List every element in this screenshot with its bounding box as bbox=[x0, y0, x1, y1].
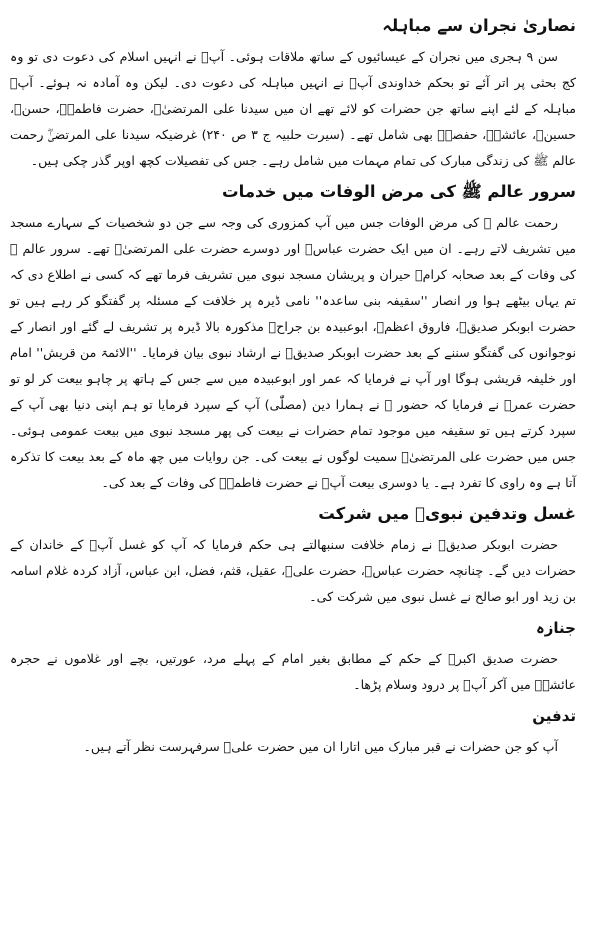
paragraph: رحمت عالم ﷺ کی مرض الوفات جس میں آپ کمزوری کی وجہ سے جن دو شخصیات کے سہارے مسجد میں تشریف لاتے رہے۔ ان میں ایک حضرت عباسؓ اور دوسرے حضرت علی المرتضیٰؓ تھے۔ سرور عالم ﷺ کی وفات کے بعد صحابہ کرامؓ حیران و پریشان مسجد نبوی میں تشریف فرما تھے کہ کسی نے اطلاع دی کہ تم یہاں بیٹھے ہوا ور انصار ''سقیفہ بنی ساعدہ'' نامی ڈیرہ پر خلافت کے مسئلہ پر گفتگو کر رہے ہیں تو حضرت ابوبکر صدیقؓ، فاروق اعظمؓ، ابوعبیدہ بن جراحؓ مذکورہ بالا ڈیرہ پر تشریف لے گئے اور انصار کے نوجوانوں کی گفتگو سننے کے بعد حضرت ابوبکر صدیقؓ نے ارشاد نبوی بیان فرمایا۔ ''الائمۃ من قریش'' امام اور خلیفہ قریشی ہوگا اور آپ نے فرمایا کہ عمر اور ابوعبیدہ میں سے جس کے ہاتھ پر چاہو بیعت کر لو تو حضرت عمرؓ نے فرمایا کہ حضور ﷺ نے ہمارا دین (مصلّٰی) آپ کے سپرد فرمایا تو ہم اپنی دنیا بھی آپ کے سپرد کرتے ہیں تو سقیفہ میں موجود تمام حضرات نے بیعت کی پھر مسجد نبوی میں بیعت عمومی ہوئی۔ جس میں حضرت علی المرتضیٰؓ سمیت لوگوں نے بیعت کی۔ جن روایات میں چھ ماہ کے بعد بیعت کا تذکرہ آتا ہے وہ راوی کا تفرد ہے۔ یا دوسری بیعت آپؓ نے حضرت فاطمہؓ کی وفات کے بعد کی۔ bbox=[10, 215, 576, 490]
section-heading: غسل وتدفین نبویؐ میں شرکت bbox=[318, 504, 576, 523]
section-najran-mubahala bbox=[10, 14, 576, 174]
section-heading: تدفین bbox=[532, 707, 576, 725]
paragraph: آپ کو جن حضرات نے قبر مبارک میں اتارا ان میں حضرت علیؓ سرفہرست نظر آتے ہیں۔ bbox=[83, 739, 558, 754]
section-heading: نصاریٰ نجران سے مباہلہ bbox=[382, 16, 576, 35]
paragraph: حضرت صدیق اکبرؓ کے حکم کے مطابق بغیر امام کے پہلے مرد، عورتیں، بچے اور غلاموں نے حجرہ عائشہؓ میں آکر آپؐ پر درود وسلام پڑھا۔ bbox=[10, 651, 576, 692]
section-heading: جنازہ bbox=[536, 619, 576, 637]
section-tadfeen bbox=[10, 704, 576, 760]
paragraph: سن ۹ ہجری میں نجران کے عیسائیوں کے ساتھ ملاقات ہوئی۔ آپؐ نے انہیں اسلام کی دعوت دی تو وہ کج بحثی پر اتر آئے تو بحکم خداوندی آپؐ نے انہیں مباہلہ کی دعوت دی۔ لیکن وہ آمادہ نہ ہوئے۔ آپؐ مباہلہ کے لئے اپنے ساتھ جن حضرات کو لائے تھے ان میں سیدنا علی المرتضیٰؓ، حضرت فاطمہؓ، حسنؓ، حسینؓ، عائشہؓ، حفصہؓ بھی شامل تھے۔ (سیرت حلبیہ ج ۳ ص ۲۴۰) غرضیکہ سیدنا علی المرتضیٰؓ رحمت عالم ﷺ کی زندگی مبارک کی تمام مہمات میں شامل رہے۔ جس کی تفصیلات کچھ اوپر گذر چکی ہیں۔ bbox=[10, 49, 576, 168]
section-janazah bbox=[10, 616, 576, 698]
section-final-illness-services bbox=[10, 180, 576, 496]
section-ghusl-burial bbox=[10, 502, 576, 610]
paragraph: حضرت ابوبکر صدیقؓ نے زمام خلافت سنبھالتے ہی حکم فرمایا کہ آپ کو غسل آپؐ کے خاندان کے حضرات دیں گے۔ چنانچہ حضرت عباسؓ، حضرت علیؓ، عقیل، قثم، فضل، ابن عباس، آزاد کردہ غلام اسامہ بن زید اور ابو صالح نے غسل نبوی میں شرکت کی۔ bbox=[10, 537, 576, 604]
section-heading: سرور عالم ﷺ کی مرض الوفات میں خدمات bbox=[222, 182, 576, 201]
